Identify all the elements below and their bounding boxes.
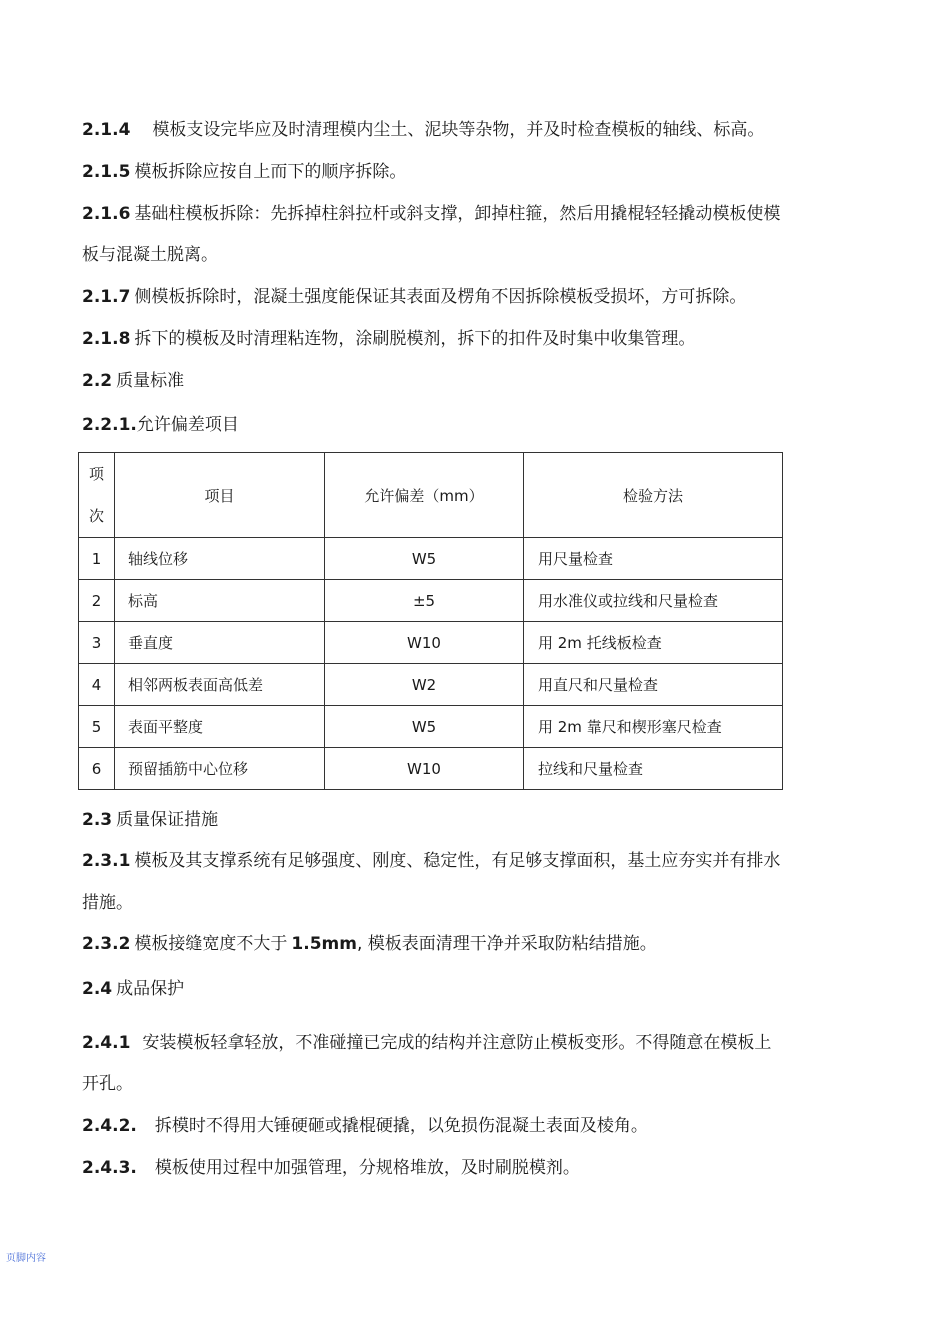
clause-text-continued: 措施。 xyxy=(82,893,133,913)
heading-2-3 xyxy=(82,810,862,830)
clause-number: 2.1.6 xyxy=(82,204,131,224)
clause-text: 模板接缝宽度不大于 xyxy=(134,934,288,954)
clause-text: 安装模板轻拿轻放，不准碰撞已完成的结构并注意防止模板变形。不得随意在模板上 xyxy=(142,1033,772,1053)
cell-index: 4 xyxy=(79,664,115,706)
header-method: 检验方法 xyxy=(524,453,783,538)
paragraph-2-1-6-continued xyxy=(82,245,862,265)
paragraph-2-1-5 xyxy=(82,162,862,182)
clause-number: 2.1.8 xyxy=(82,329,131,349)
header-index xyxy=(79,453,115,538)
section-title: 质量标准 xyxy=(116,371,185,391)
clause-bold-value: 1.5mm xyxy=(291,934,357,954)
table-header-row xyxy=(79,453,783,538)
clause-text: 模板支设完毕应及时清理模内尘土、泥块等杂物，并及时检查模板的轴线、标高。 xyxy=(152,120,765,140)
paragraph-2-1-8 xyxy=(82,329,862,349)
table-row xyxy=(79,622,783,664)
header-index-top: 项 xyxy=(88,465,104,483)
cell-deviation: W5 xyxy=(325,706,524,748)
clause-text: 基础柱模板拆除：先拆掉柱斜拉杆或斜支撑，卸掉柱箍，然后用撬棍轻轻撬动模板使模 xyxy=(134,204,781,224)
paragraph-2-1-6 xyxy=(82,204,862,224)
clause-number: 2.3.2 xyxy=(82,934,131,954)
clause-text: 拆模时不得用大锤硬砸或撬棍硬撬，以免损伤混凝土表面及棱角。 xyxy=(154,1116,648,1136)
cell-deviation: W2 xyxy=(325,664,524,706)
heading-2-4 xyxy=(82,979,862,999)
clause-number: 2.4.1 xyxy=(82,1033,131,1053)
clause-text: 模板及其支撑系统有足够强度、刚度、稳定性，有足够支撑面积，基土应夯实并有排水 xyxy=(134,851,781,871)
paragraph-2-4-2 xyxy=(82,1116,862,1136)
cell-index: 6 xyxy=(79,748,115,790)
cell-item: 表面平整度 xyxy=(115,706,325,748)
clause-text: 侧模板拆除时，混凝土强度能保证其表面及楞角不因拆除模板受损坏，方可拆除。 xyxy=(134,287,747,307)
cell-index: 5 xyxy=(79,706,115,748)
clause-number: 2.4.2. xyxy=(82,1116,137,1136)
cell-method: 拉线和尺量检查 xyxy=(524,748,783,790)
cell-method: 用直尺和尺量检查 xyxy=(524,664,783,706)
allowable-deviation-table xyxy=(78,452,783,790)
page-footer: 页脚内容 xyxy=(6,1253,46,1264)
table-row xyxy=(79,748,783,790)
paragraph-2-4-1 xyxy=(82,1033,862,1053)
header-item: 项目 xyxy=(115,453,325,538)
section-number: 2.2 xyxy=(82,371,113,391)
section-title: 质量保证措施 xyxy=(116,810,219,830)
heading-2-2-1 xyxy=(82,415,862,435)
clause-number: 2.1.7 xyxy=(82,287,131,307)
table-row xyxy=(79,580,783,622)
section-number: 2.2.1. xyxy=(82,415,137,435)
cell-method: 用尺量检查 xyxy=(524,538,783,580)
cell-item: 标高 xyxy=(115,580,325,622)
clause-number: 2.1.4 xyxy=(82,120,131,140)
clause-text-continued: 板与混凝土脱离。 xyxy=(82,245,218,265)
paragraph-2-1-4 xyxy=(82,120,862,140)
cell-deviation: W5 xyxy=(325,538,524,580)
table-row xyxy=(79,664,783,706)
cell-item: 轴线位移 xyxy=(115,538,325,580)
cell-index: 3 xyxy=(79,622,115,664)
clause-number: 2.1.5 xyxy=(82,162,131,182)
paragraph-2-3-1 xyxy=(82,851,862,871)
cell-deviation: W10 xyxy=(325,748,524,790)
clause-number: 2.4.3. xyxy=(82,1158,137,1178)
table-row xyxy=(79,706,783,748)
cell-index: 1 xyxy=(79,538,115,580)
paragraph-2-3-1-continued xyxy=(82,893,862,913)
clause-number: 2.3.1 xyxy=(82,851,131,871)
paragraph-2-4-3 xyxy=(82,1158,862,1178)
heading-2-2 xyxy=(82,371,862,391)
paragraph-2-3-2 xyxy=(82,934,862,954)
section-title: 允许偏差项目 xyxy=(136,415,239,435)
cell-method: 用水准仪或拉线和尺量检查 xyxy=(524,580,783,622)
clause-text: 模板拆除应按自上而下的顺序拆除。 xyxy=(134,162,407,182)
paragraph-2-4-1-continued xyxy=(82,1074,862,1094)
header-deviation: 允许偏差（mm） xyxy=(325,453,524,538)
clause-text: 模板使用过程中加强管理，分规格堆放，及时刷脱模剂。 xyxy=(154,1158,580,1178)
section-number: 2.4 xyxy=(82,979,113,999)
section-number: 2.3 xyxy=(82,810,113,830)
header-index-bottom: 次 xyxy=(88,507,104,525)
table-row xyxy=(79,538,783,580)
cell-method: 用 2m 靠尺和楔形塞尺检查 xyxy=(524,706,783,748)
cell-index: 2 xyxy=(79,580,115,622)
cell-deviation: ±5 xyxy=(325,580,524,622)
cell-item: 预留插筋中心位移 xyxy=(115,748,325,790)
cell-deviation: W10 xyxy=(325,622,524,664)
cell-item: 相邻两板表面高低差 xyxy=(115,664,325,706)
clause-text-b: , 模板表面清理干净并采取防粘结措施。 xyxy=(356,934,657,954)
clause-text: 拆下的模板及时清理粘连物，涂刷脱模剂，拆下的扣件及时集中收集管理。 xyxy=(134,329,696,349)
cell-method: 用 2m 托线板检查 xyxy=(524,622,783,664)
clause-text-continued: 开孔。 xyxy=(82,1074,133,1094)
cell-item: 垂直度 xyxy=(115,622,325,664)
paragraph-2-1-7 xyxy=(82,287,862,307)
section-title: 成品保护 xyxy=(116,979,185,999)
